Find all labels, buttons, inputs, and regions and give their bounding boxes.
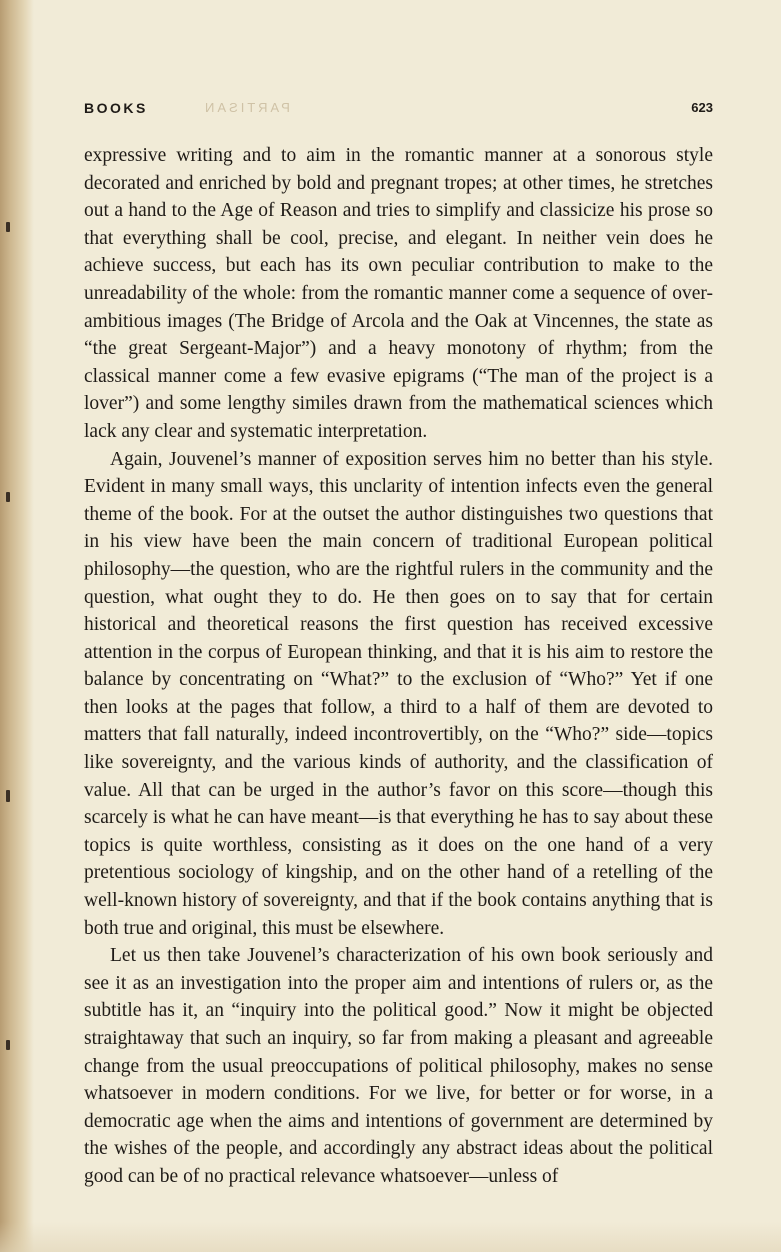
page-bottom-shade [0, 1222, 781, 1252]
paragraph-1: expressive writing and to aim in the romantic manner at a sonorous style decorated and enriched by bold and pregnant tropes; at other times, he stretches out a hand to the Age of Reason and tries to simplify and classicize his prose so that everything shall be cool, precise, and elegant. In neither vein does he achieve success, but each has its own peculiar contribution to make to the unreadability of the whole: from the romantic manner come a sequence of over-ambitious images (The Bridge of Arcola and the Oak at Vincennes, the state as “the great Sergeant-Major”) and a heavy monotony of rhythm; from the classical manner come a few evasive epigrams (“The man of the project is a lover”) and some lengthy similes drawn from the mathematical sciences which lack any clear and systematic interpretation. [84, 145, 713, 442]
page-spine-shadow [0, 0, 34, 1252]
page-number: 623 [691, 100, 713, 115]
margin-mark [6, 492, 10, 502]
body-text [84, 142, 713, 1191]
paragraph-3: Let us then take Jouvenel’s characterization of his own book seriously and see it as an investigation into the proper aim and intentions of rulers or, as the subtitle has it, an “inquiry into the political good.” Now it might be objected straightaway that such an inquiry, so far from making a pleasant and agreeable change from the usual preoccupations of political philosophy, makes no sense whatsoever in modern conditions. For we live, for better or for worse, in a democratic age when the aims and intentions of government are determined by the wishes of the people, and accordingly any abstract ideas about the political good can be of no practical relevance whatsoever—unless of [84, 945, 713, 1187]
show-through-running-head: PARTISAN [202, 100, 290, 115]
paragraph-2: Again, Jouvenel’s manner of exposition serves him no better than his style. Evident in many small ways, this unclarity of intention infects even the general theme of the book. For at the outset the author distinguishes two questions that in his view have been the main concern of traditional European political philosophy—the question, who are the rightful rulers in the community and the question, what ought they to do. He then goes on to say that for certain historical and theoretical reasons the first question has received excessive attention in the corpus of European thinking, and that it is his aim to restore the balance by concentrating on “What?” to the exclusion of “Who?” Yet if one then looks at the pages that follow, a third to a half of them are devoted to matters that fall naturally, indeed incontrovertibly, on the “Who?” side—topics like sovereignty, and the various kinds of authority, and the classification of value. All that can be urged in the author’s favor on this score—though this scarcely is what he can have meant—is that everything he has to say about these topics is quite worthless, consisting as it does on the one hand of a very pretentious sociology of kingship, and on the other hand of a retelling of the well-known history of sovereignty, and that if the book contains anything that is both true and original, this must be elsewhere. [84, 448, 713, 939]
running-head: BOOKS [84, 100, 148, 116]
margin-mark [6, 222, 10, 232]
margin-mark [6, 1040, 10, 1050]
margin-mark [6, 790, 10, 802]
page-header [84, 100, 713, 120]
